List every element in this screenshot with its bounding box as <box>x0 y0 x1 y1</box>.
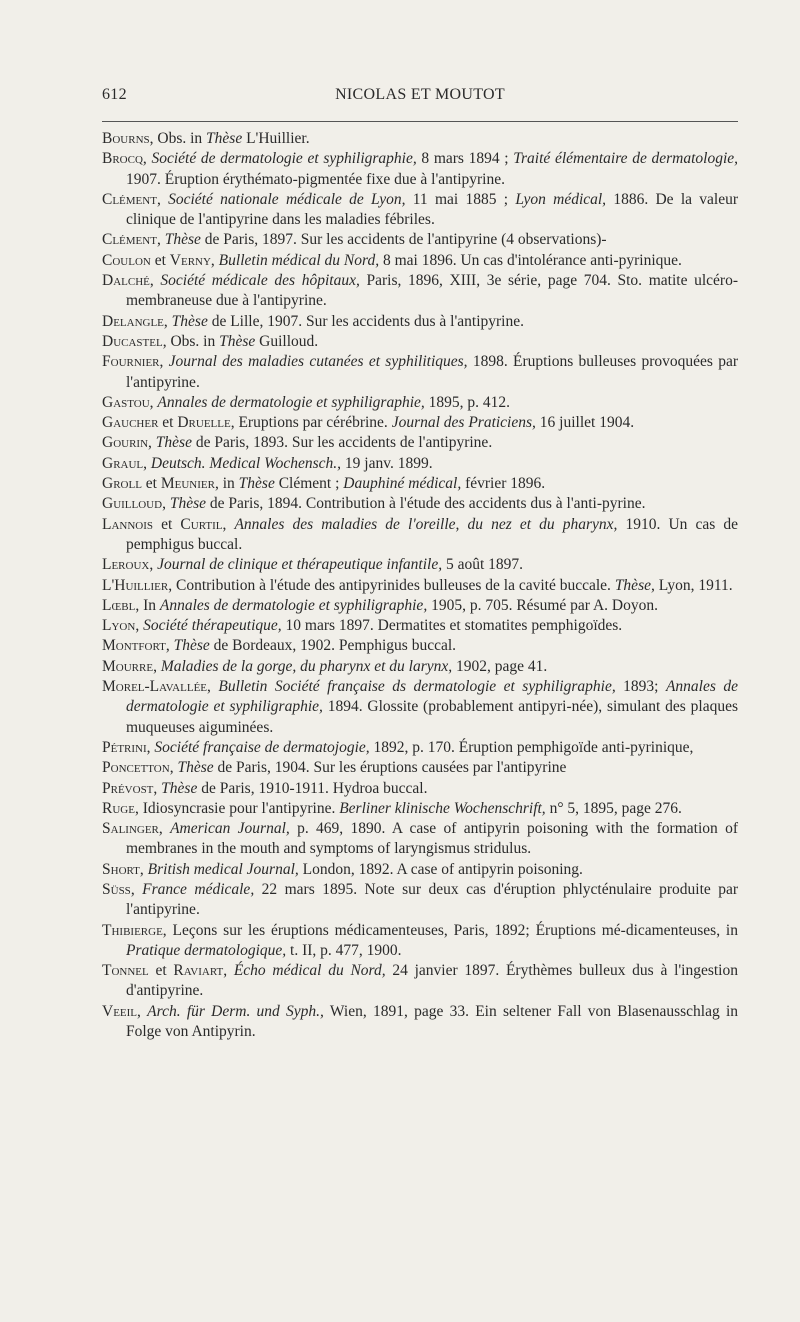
entry-title: Thèse <box>164 231 201 249</box>
entry-text: , <box>153 657 161 675</box>
entry-text: 10 mars 1897. Dermatites et stomatites pemphigoïdes. <box>281 617 623 635</box>
bibliography-entry <box>102 616 738 636</box>
entry-text: et <box>150 251 170 269</box>
entry-text: février 1896. <box>461 475 546 493</box>
bibliography-entry <box>102 1002 738 1043</box>
bibliography-entry <box>102 474 738 494</box>
entry-title: Société médicale des hôpitaux, <box>160 272 360 290</box>
entry-author: Leroux <box>102 556 150 574</box>
entry-text: et <box>148 962 174 980</box>
entry-text: et <box>153 515 181 533</box>
entry-text: , <box>153 779 162 797</box>
bibliography-entry <box>102 332 738 352</box>
entry-author: Lannois <box>102 515 154 533</box>
entry-text: , <box>149 272 161 290</box>
entry-text: , in <box>214 475 239 493</box>
entry-author: Ruge <box>102 799 135 817</box>
bibliography-entry <box>102 779 738 799</box>
entry-text: de Paris, 1897. Sur les accidents de l'antipyrine (4 observations)- <box>200 231 607 249</box>
entry-title: Annales de dermatologie et syphiligraphie, <box>157 393 425 411</box>
bibliography-entry <box>102 636 738 656</box>
entry-title: Dauphiné médical, <box>343 475 462 493</box>
entry-text: , <box>130 880 143 898</box>
entry-text: 19 janv. 1899. <box>341 454 433 472</box>
entry-title: Berliner klinische Wochenschrift, <box>339 799 546 817</box>
entry-text: 16 juillet 1904. <box>535 414 635 432</box>
bibliography-entry <box>102 515 738 556</box>
entry-title: Traité élémentaire de dermatologie, <box>513 150 739 168</box>
entry-author: Clément <box>102 190 157 208</box>
entry-text: , In <box>135 596 160 614</box>
entry-text: , <box>135 617 144 635</box>
bibliography-entry <box>102 352 738 393</box>
entry-text: , <box>156 231 165 249</box>
entry-title: Journal des maladies cutanées et syphilitiques, <box>168 353 468 371</box>
entry-author: Lœbl <box>102 596 136 614</box>
entry-text: , <box>169 759 178 777</box>
bibliography-entry <box>102 555 738 575</box>
entry-text: 22 mars 1895. Note sur deux cas d'éruption phlycténulaire produite par l'antipyrine. <box>126 880 739 919</box>
entry-author: Salinger <box>102 820 159 838</box>
entry-title: Thèse <box>171 312 208 330</box>
bibliography-entry <box>102 921 738 962</box>
entry-title: Lyon médical, <box>515 190 607 208</box>
entry-author: Delangle <box>102 312 164 330</box>
entry-title: Journal de clinique et thérapeutique infantile, <box>157 556 443 574</box>
bibliography-entry <box>102 596 738 616</box>
entry-text: , <box>159 353 169 371</box>
entry-author: Ducastel <box>102 332 163 350</box>
entry-text: , <box>146 738 155 756</box>
page-number: 612 <box>102 86 127 103</box>
entry-text: p. 469, 1890. A case of antipyrin poisoning with the formation of membranes in the mouth and symptoms of laryngismus stridulus. <box>126 820 739 858</box>
entry-text: , Obs. in <box>162 332 220 350</box>
entry-text: Lyon, 1911. <box>654 576 733 594</box>
entry-title: Thèse <box>177 759 214 777</box>
entry-title: Bulletin Société française ds dermatologie et syphiligraphie, <box>218 678 616 696</box>
entry-title: Thèse <box>155 434 192 452</box>
entry-author: Raviart <box>173 962 224 980</box>
bibliography-entry <box>102 454 738 474</box>
entry-text: London, 1892. A case of antipyrin poisoning. <box>298 860 583 878</box>
entry-text: , <box>143 454 151 472</box>
entry-title: Arch. für Derm. und Syph., <box>147 1002 324 1020</box>
bibliography-entry <box>102 961 738 1002</box>
entry-author: Graul <box>102 454 144 472</box>
bibliography-list <box>102 129 738 1042</box>
entry-text: 5 août 1897. <box>442 556 524 574</box>
entry-title: Thèse, <box>614 576 655 594</box>
entry-author: Coulon <box>102 251 151 269</box>
entry-text: t. II, p. 477, 1900. <box>286 941 402 959</box>
entry-text: Wien, 1891, page 33. Ein seltener Fall von Blasenausschlag in Folge von Antipyrin. <box>126 1002 738 1041</box>
entry-text: 1898. Éruptions bulleuses provoquées par l'antipyrine. <box>126 353 738 391</box>
entry-text: 1892, p. 170. Éruption pemphigoïde anti-pyrinique, <box>369 738 694 756</box>
entry-text: , <box>149 556 158 574</box>
entry-author: Gourin <box>102 434 149 452</box>
entry-author: Meunier <box>160 475 215 493</box>
entry-text: , <box>223 962 234 980</box>
bibliography-entry <box>102 677 738 738</box>
entry-text: 1894. Glossite (probablement antipyri-née), simulant des plaques muqueuses aiguminées. <box>126 698 738 736</box>
entry-author: Süss <box>102 880 131 898</box>
bibliography-entry <box>102 413 738 433</box>
bibliography-entry <box>102 576 738 596</box>
entry-author: Lyon <box>102 617 136 635</box>
entry-author: Guilloud <box>102 495 163 513</box>
entry-text: n° 5, 1895, page 276. <box>545 799 682 817</box>
entry-text: Paris, 1896, XIII, 3e série, page 704. Sto. matite ulcéro-membraneuse due à l'antipyrine. <box>126 272 738 310</box>
entry-text: de Lille, 1907. Sur les accidents dus à l'antipyrine. <box>207 312 524 330</box>
entry-author: Brocq <box>102 150 143 168</box>
entry-text: , <box>158 820 171 838</box>
bibliography-entry <box>102 433 738 453</box>
entry-author: Veeil <box>102 1002 138 1020</box>
entry-title: Deutsch. Medical Wochensch., <box>150 454 342 472</box>
entry-title: Société de dermatologie et syphiligraphie, <box>151 150 417 168</box>
entry-text: de Paris, 1910-1911. Hydroa buccal. <box>197 779 428 797</box>
bibliography-entry <box>102 758 738 778</box>
entry-author: Dalché <box>102 272 150 290</box>
entry-text: , Contribution à l'étude des antipyrinides bulleuses de la cavité buccale. <box>168 576 615 594</box>
entry-text: , <box>137 1002 148 1020</box>
bibliography-entry <box>102 657 738 677</box>
entry-author: Tonnel <box>102 962 149 980</box>
entry-author: Short <box>102 860 140 878</box>
entry-text: , Obs. in <box>149 130 207 147</box>
bibliography-entry <box>102 230 738 250</box>
entry-author: Gastou <box>102 393 150 411</box>
bibliography-entry <box>102 738 738 758</box>
entry-author: Curtil <box>180 515 223 533</box>
entry-text: 1907. Éruption érythémato-pigmentée fixe due à l'antipyrine. <box>126 170 505 188</box>
entry-title: Société thérapeutique, <box>143 617 282 635</box>
entry-text: , <box>165 637 174 655</box>
bibliography-entry <box>102 860 738 880</box>
entry-title: Journal des Praticiens, <box>391 414 536 432</box>
bibliography-entry <box>102 799 738 819</box>
entry-title: Thèse <box>173 637 210 655</box>
entry-text: 1902, page 41. <box>452 657 548 675</box>
entry-author: Groll <box>102 475 142 493</box>
entry-title: Pratique dermatologique, <box>126 941 287 959</box>
entry-text: , Eruptions par cérébrine. <box>230 414 392 432</box>
entry-text: 1893; <box>615 678 666 696</box>
entry-text: L'Huillier. <box>242 130 310 147</box>
entry-title: Écho médical du Nord, <box>233 962 386 980</box>
entry-title: Thèse <box>219 332 256 350</box>
running-head: NICOLAS ET MOUTOT <box>335 86 505 103</box>
entry-text: , <box>149 393 158 411</box>
entry-title: American Journal, <box>170 820 290 838</box>
entry-title: Thèse <box>161 779 198 797</box>
entry-author: Clément <box>102 231 157 249</box>
bibliography-entry <box>102 880 738 921</box>
entry-author: Poncetton <box>102 759 170 777</box>
entry-text: Clément ; <box>274 475 344 493</box>
entry-text: 24 janvier 1897. Érythèmes bulleux dus à l'ingestion d'antipyrine. <box>126 962 738 1000</box>
entry-title: Thèse <box>238 475 275 493</box>
bibliography-entry <box>102 149 738 190</box>
entry-text: , Leçons sur les éruptions médicamenteuses, Paris, 1892; Éruptions mé-dicamenteuses, in <box>162 921 738 939</box>
entry-author: Mourre <box>102 657 154 675</box>
bibliography-entry <box>102 251 738 271</box>
entry-text: , <box>142 150 152 168</box>
entry-text: , <box>207 678 219 696</box>
entry-text: , <box>139 860 148 878</box>
entry-author: Prévost <box>102 779 154 797</box>
page-header <box>102 86 738 110</box>
entry-text: 8 mai 1896. Un cas d'intolérance anti-pyrinique. <box>379 251 682 269</box>
entry-text: , <box>156 190 169 208</box>
entry-author: Thibierge <box>102 921 163 939</box>
entry-text: 1886. De la valeur clinique de l'antipyrine dans les maladies fébriles. <box>126 190 738 229</box>
entry-text: Guilloud. <box>255 332 319 350</box>
entry-title: France médicale, <box>142 880 255 898</box>
bibliography-entry <box>102 129 738 149</box>
entry-text: 1910. Un cas de pemphigus buccal. <box>126 515 738 553</box>
entry-author: Verny <box>169 251 211 269</box>
bibliography-entry <box>102 494 738 514</box>
entry-text: , Idiosyncrasie pour l'antipyrine. <box>134 799 340 817</box>
entry-author: Gaucher <box>102 414 159 432</box>
bibliography-entry <box>102 393 738 413</box>
bibliography-entry <box>102 190 738 231</box>
entry-text: 1895, p. 412. <box>424 393 511 411</box>
entry-text: et <box>158 414 178 432</box>
entry-title: Annales de dermatologie et syphiligraphie, <box>159 596 428 614</box>
entry-text: 8 mars 1894 ; <box>416 150 514 168</box>
entry-author: Bourns <box>102 130 150 147</box>
entry-title: Société française de dermatoјogie, <box>154 738 370 756</box>
entry-text: de Bordeaux, 1902. Pemphigus buccal. <box>209 637 457 655</box>
entry-author: Montfort <box>102 637 166 655</box>
entry-author: Morel-Lavallée <box>102 678 208 696</box>
entry-title: Maladies de la gorge, du pharynx et du larynx, <box>160 657 453 675</box>
entry-text: de Paris, 1893. Sur les accidents de l'antipyrine. <box>191 434 493 452</box>
entry-text: , <box>222 515 235 533</box>
entry-title: Annales de dermatologie et syphiligraphie, <box>126 678 739 716</box>
entry-title: Société nationale médicale de Lyon, <box>168 190 406 208</box>
bibliography-entry <box>102 312 738 332</box>
entry-title: Thèse <box>169 495 206 513</box>
bibliography-entry <box>102 271 738 312</box>
entry-text: 11 mai 1885 ; <box>405 190 516 208</box>
entry-title: Bulletin médical du Nord, <box>218 251 380 269</box>
entry-title: Annales des maladies de l'oreille, du nez et du pharynx, <box>234 515 618 533</box>
entry-author: L'Huillier <box>102 576 169 594</box>
entry-author: Druelle <box>177 414 231 432</box>
entry-text: de Paris, 1894. Contribution à l'étude des accidents dus à l'anti-pyrine. <box>206 495 646 513</box>
entry-text: , <box>163 312 172 330</box>
entry-text: de Paris, 1904. Sur les éruptions causées par l'antipyrine <box>213 759 567 777</box>
entry-author: Fournier <box>102 353 160 371</box>
bibliography-entry <box>102 819 738 860</box>
entry-text: 1905, p. 705. Résumé par A. Doyon. <box>427 596 658 614</box>
entry-author: Pétrini <box>102 738 147 756</box>
entry-text: , <box>210 251 219 269</box>
header-rule <box>102 121 738 122</box>
entry-text: , <box>162 495 170 513</box>
entry-title: British medical Journal, <box>147 860 299 878</box>
entry-text: et <box>141 475 161 493</box>
entry-text: , <box>148 434 156 452</box>
entry-title: Thèse <box>206 130 243 147</box>
